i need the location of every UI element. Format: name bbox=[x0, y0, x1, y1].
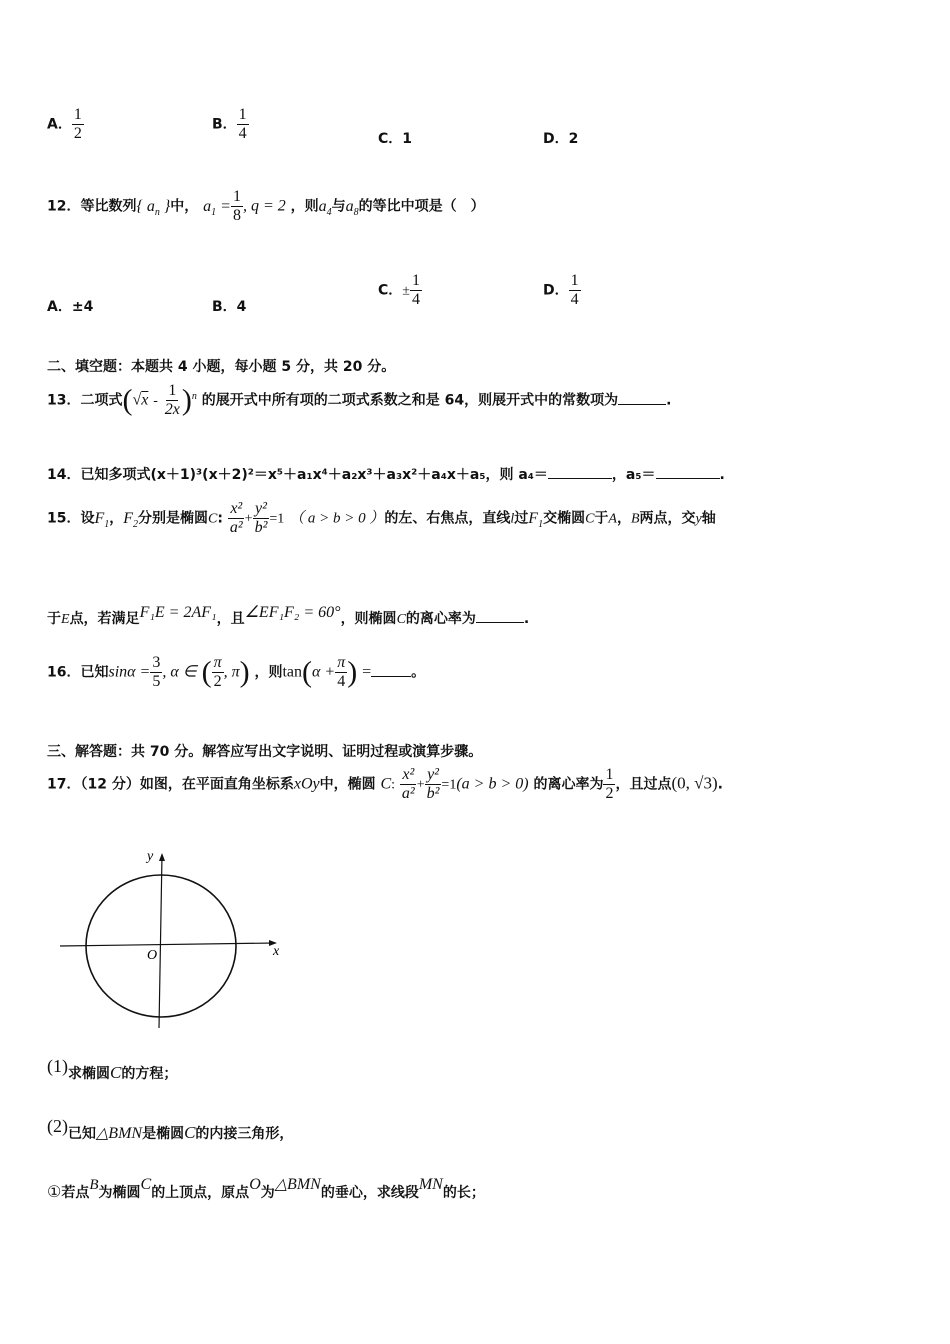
q11-option-a: A． $\frac{1}{2}$ bbox=[47, 106, 82, 142]
q17-part-1: (1)求椭圆C的方程； bbox=[47, 1056, 178, 1082]
question-17: 17．（12 分）如图，在平面直角坐标系xOy中，椭圆 C: $\frac{\text{x²}}{\text{a²}}$ + $\frac{\text{y²}}{\text{b²}}$ =1(a > b > 0) 的离心率为 $\frac{1}{2}$ ，且过点(0, √3). bbox=[47, 766, 723, 802]
q12-option-b: B．4 bbox=[212, 299, 247, 315]
q17-sub-1: ①若点B为椭圆C的上顶点，原点O为△BMN的垂心，求线段MN的长； bbox=[47, 1176, 485, 1201]
origin-label: O bbox=[147, 948, 158, 963]
question-13: 13．二项式(√x - $\frac{1}{2x}$ )$^n$ 的展开式中所有项的二项式系数之和是 64，则展开式中的常数项为 . bbox=[47, 382, 672, 418]
question-12: 12．等比数列{ $a_n$ }中， $a_1$ = $\frac{1}{8}$ , q = 2 ，则$a_4$与$a_8$的等比中项是（ ） bbox=[47, 188, 485, 224]
y-axis-arrow bbox=[159, 853, 165, 861]
question-15-line-2: 于E点，若满足F₁E = 2AF₁，且∠EF₁F₂ = 60°，则椭圆C的离心率为 . bbox=[47, 604, 530, 627]
section-2-heading: 二、填空题：本题共 4 小题，每小题 5 分，共 20 分。 bbox=[47, 359, 396, 375]
y-axis-label: y bbox=[147, 849, 154, 864]
y-axis bbox=[159, 855, 162, 1028]
q12-option-c: C．± $\frac{1}{4}$ bbox=[378, 272, 420, 308]
q12-option-d: D． $\frac{1}{4}$ bbox=[543, 272, 579, 308]
q11-option-c: C．1 bbox=[378, 131, 413, 147]
x-axis-label: x bbox=[273, 944, 280, 959]
section-3-heading: 三、解答题：共 70 分。解答应写出文字说明、证明过程或演算步骤。 bbox=[47, 744, 483, 760]
question-16: 16．已知sinα = $\frac{3}{5}$ , α ∈ ( $\frac{\pi}{2}$ , π) ，则tan(α + $\frac{\pi}{4}$ ) = 。 bbox=[47, 654, 426, 690]
q11-option-b: B． $\frac{1}{4}$ bbox=[212, 106, 247, 142]
q17-part-2: (2)已知△BMN是椭圆C的内接三角形， bbox=[47, 1116, 294, 1142]
question-15: 15．设$F_1$，$F_2$分别是椭圆C: $\frac{\text{x²}}{\text{a²}}$ + $\frac{\text{y²}}{\text{b²}}$ =1 （ a > b > 0 ）的左、右焦点，直线l过$F_1$交椭圆C于A，B两点，交y轴 bbox=[47, 500, 716, 536]
q11-option-d: D．2 bbox=[543, 131, 579, 147]
question-14: 14．已知多项式(x＋1)³(x＋2)²＝x⁵＋a₁x⁴＋a₂x³＋a₃x²＋a₄x＋a₅，则 a₄＝ ，a₅＝ . bbox=[47, 467, 725, 483]
q12-option-a: A．±4 bbox=[47, 299, 94, 315]
ellipse-figure bbox=[55, 845, 295, 1030]
x-axis bbox=[60, 943, 275, 946]
